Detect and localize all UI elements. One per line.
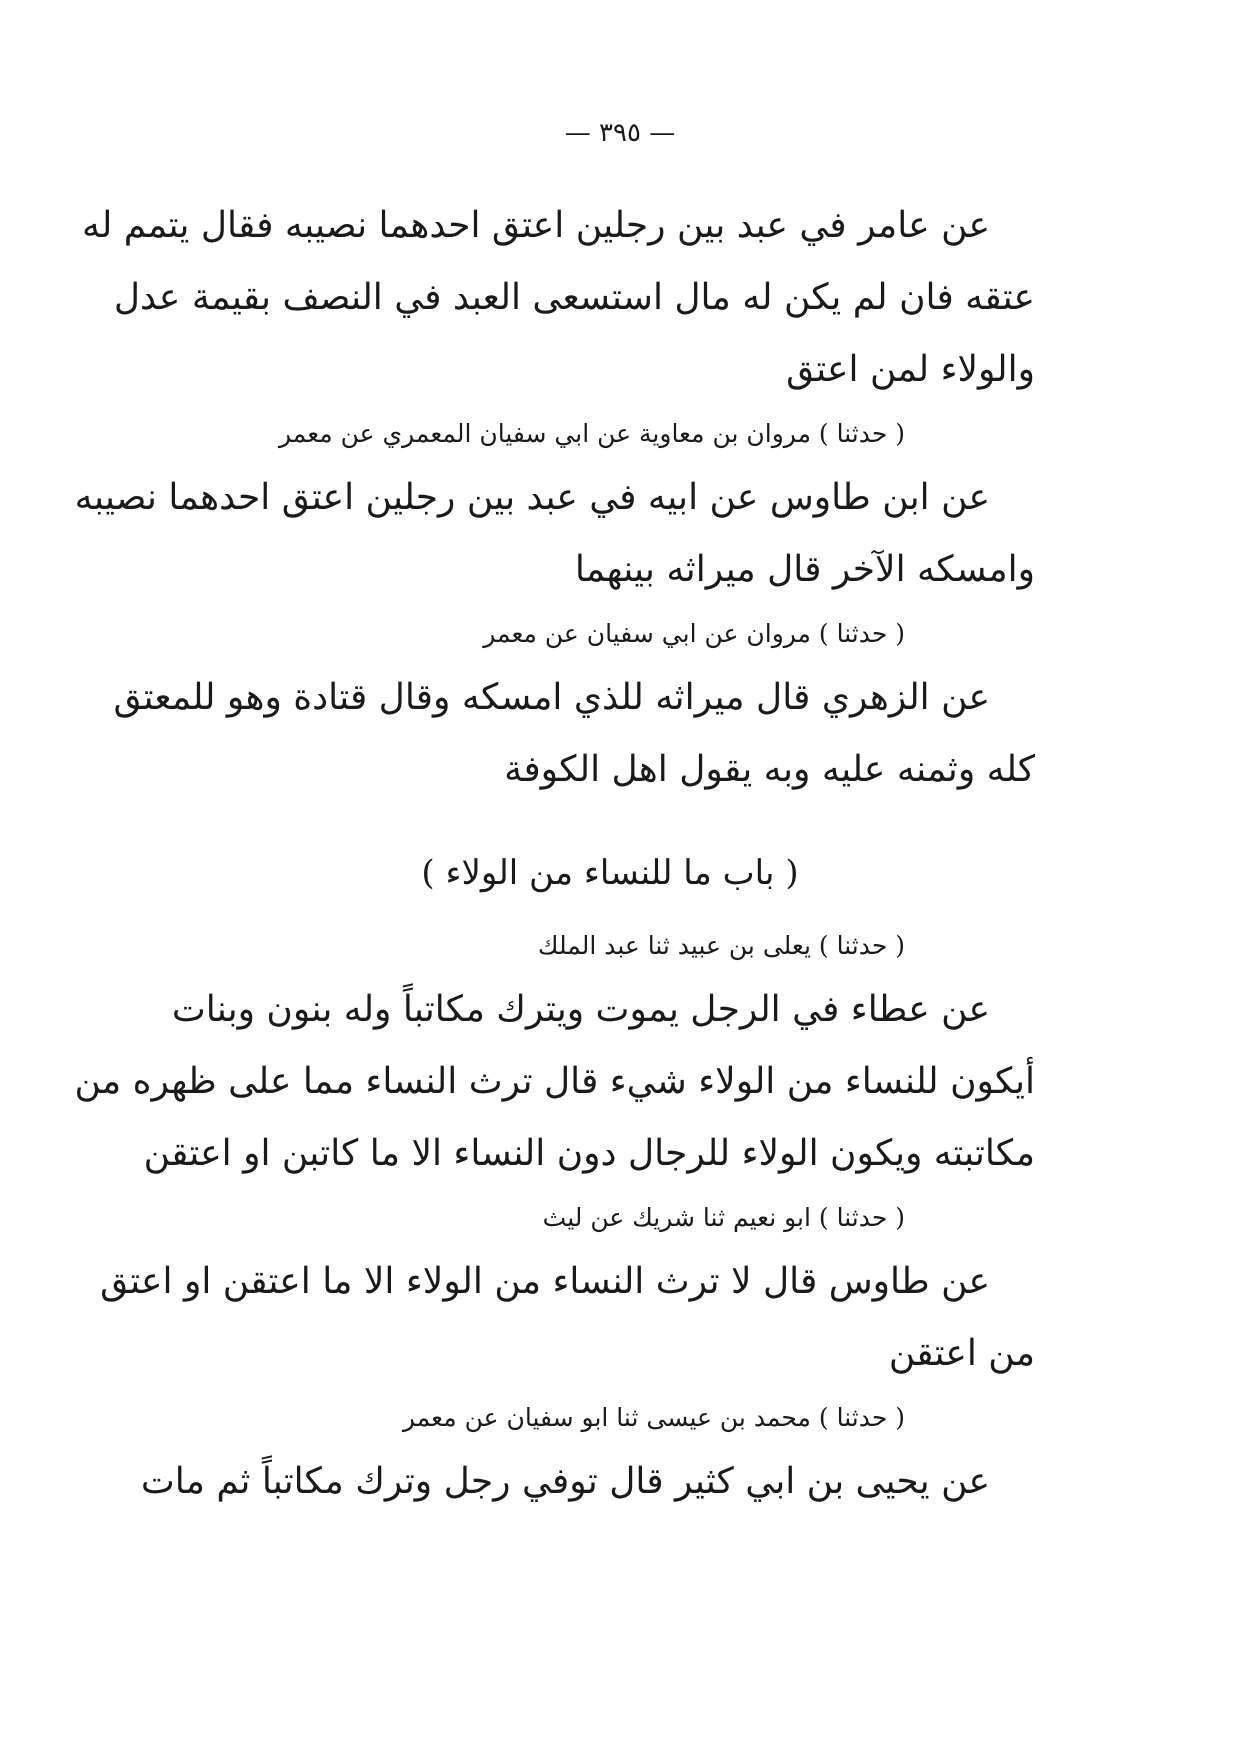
text-line: عن عامر في عبد بين رجلين اعتق احدهما نصيبه فقال يتمم له	[82, 205, 990, 246]
chapter-heading: ( باب ما للنساء من الولاء )	[421, 853, 799, 893]
text-body	[74, 190, 1035, 1518]
text-line: كله وثمنه عليه وبه يقول اهل الكوفة	[504, 749, 1035, 790]
text-line: عن طاوس قال لا ترث النساء من الولاء الا ما اعتقن او اعتق	[100, 1261, 990, 1302]
text-line: عتقه فان لم يكن له مال استسعى العبد في النصف بقيمة عدل	[113, 277, 1035, 318]
isnad-line: ( حدثنا ) مروان بن معاوية عن ابي سفيان المعمري عن معمر	[278, 419, 905, 448]
page-number: — ٣٩٥ —	[564, 118, 676, 148]
text-line: وامسكه الآخر قال ميراثه بينهما	[574, 549, 1035, 590]
text-line: عن ابن طاوس عن ابيه في عبد بين رجلين اعتق احدهما نصيبه	[74, 477, 990, 518]
text-line: والولاء لمن اعتق	[786, 349, 1035, 390]
isnad-line: ( حدثنا ) ابو نعيم ثنا شريك عن ليث	[542, 1203, 905, 1232]
text-line: مكاتبته ويكون الولاء للرجال دون النساء الا ما كاتبن او اعتقن	[143, 1133, 1035, 1174]
isnad-line: ( حدثنا ) محمد بن عيسى ثنا ابو سفيان عن معمر	[402, 1403, 905, 1432]
text-line: من اعتقن	[888, 1333, 1035, 1374]
text-line: عن الزهري قال ميراثه للذي امسكه وقال قتادة وهو للمعتق	[113, 677, 990, 718]
isnad-line: ( حدثنا ) يعلى بن عبيد ثنا عبد الملك	[537, 931, 905, 960]
text-line: عن عطاء في الرجل يموت ويترك مكاتباً وله بنون وبنات	[171, 989, 990, 1030]
isnad-line: ( حدثنا ) مروان عن ابي سفيان عن معمر	[483, 619, 905, 648]
text-line: أيكون للنساء من الولاء شيء قال ترث النساء مما على ظهره من	[74, 1061, 1035, 1102]
text-line: عن يحيى بن ابي كثير قال توفي رجل وترك مكاتباً ثم مات	[140, 1461, 990, 1502]
